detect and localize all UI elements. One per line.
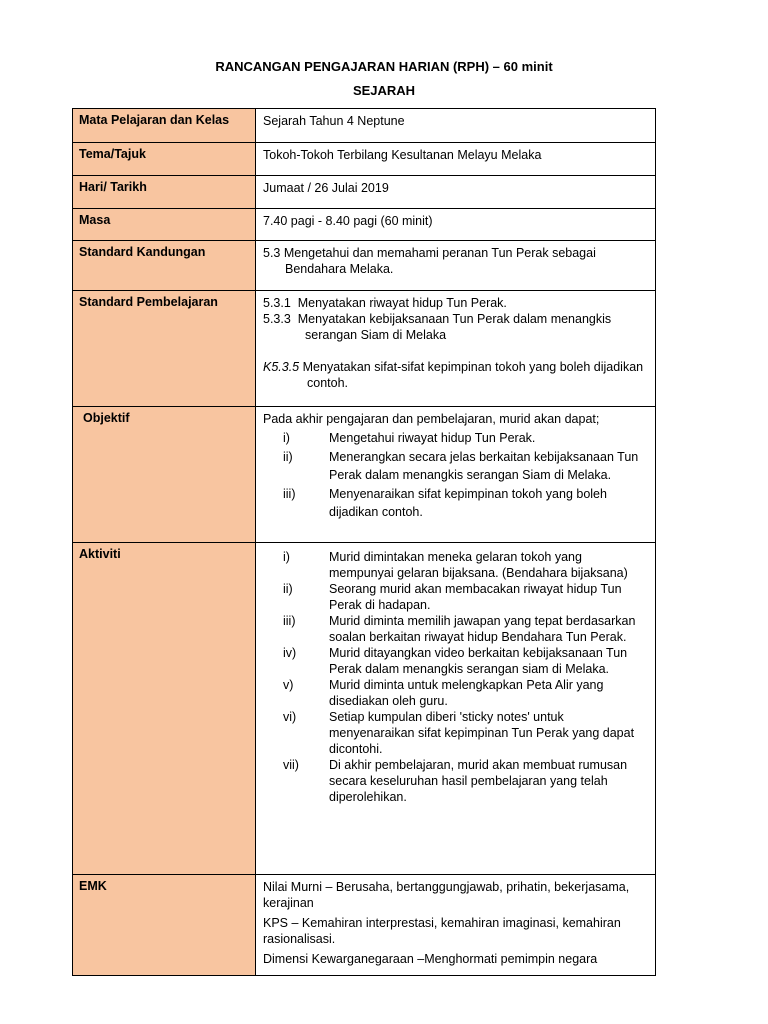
sp-item: [263, 295, 649, 311]
sp-k-text: Menyatakan sifat-sifat kepimpinan tokoh yang boleh dijadikan contoh.: [302, 360, 644, 390]
item-number: ii): [283, 582, 293, 596]
row-label-tema: Tema/Tajuk: [73, 143, 256, 176]
list-item: [263, 485, 649, 522]
list-item: [263, 677, 649, 709]
aktiviti-list: [263, 549, 649, 805]
item-text: Menerangkan secara jelas berkaitan kebijaksanaan Tun Perak dalam menangkis serangan Siam di Melaka.: [329, 449, 639, 482]
list-item: [263, 549, 649, 581]
item-number: i): [283, 550, 290, 564]
table-row: [73, 407, 656, 543]
document-title: RANCANGAN PENGAJARAN HARIAN (RPH) – 60 minit: [215, 59, 553, 74]
item-number: v): [283, 678, 294, 692]
list-item: [263, 448, 649, 485]
item-number: iv): [283, 646, 297, 660]
row-value-standard-pembelajaran: [256, 291, 656, 407]
objektif-intro: Pada akhir pengajaran dan pembelajaran, murid akan dapat;: [263, 412, 600, 426]
item-number: i): [283, 431, 290, 445]
item-text: Setiap kumpulan diberi 'sticky notes' untuk menyenaraikan sifat kepimpinan Tun Perak yang dapat dicontohi.: [329, 710, 635, 756]
item-text: Seorang murid akan membacakan riwayat hidup Tun Perak di hadapan.: [329, 582, 622, 612]
list-item: [263, 429, 649, 448]
item-text: Mengetahui riwayat hidup Tun Perak.: [329, 431, 536, 445]
sp-item-text: Menyatakan kebijaksanaan Tun Perak dalam menangkis serangan Siam di Melaka: [297, 312, 612, 342]
item-text: Murid diminta untuk melengkapkan Peta Alir yang disediakan oleh guru.: [329, 678, 604, 708]
item-number: iii): [283, 486, 296, 501]
item-number: vii): [283, 758, 299, 772]
item-number: ii): [283, 449, 293, 464]
table-row: [73, 875, 656, 976]
row-value-hari: Jumaat / 26 Julai 2019: [256, 176, 656, 209]
sp-item-text: Menyatakan riwayat hidup Tun Perak.: [297, 296, 507, 310]
sp-item-code: 5.3.1: [263, 296, 291, 310]
emk-dimensi: Dimensi Kewarganegaraan –Menghormati pemimpin negara: [263, 952, 598, 966]
standard-kandungan-text: 5.3 Mengetahui dan memahami peranan Tun Perak sebagai Bendahara Melaka.: [263, 246, 596, 276]
sp-item-code: 5.3.3: [263, 312, 291, 326]
objektif-list: [263, 429, 649, 522]
row-value-aktiviti: [256, 543, 656, 875]
item-number: vi): [283, 710, 297, 724]
row-value-standard-kandungan: [256, 241, 656, 291]
table-row: [73, 109, 656, 143]
row-value-masa: 7.40 pagi - 8.40 pagi (60 minit): [256, 209, 656, 241]
row-label-hari: Hari/ Tarikh: [73, 176, 256, 209]
list-item: [263, 757, 649, 805]
document-subject: SEJARAH: [352, 83, 416, 98]
lesson-plan-table: [72, 108, 656, 976]
row-value-mata-pelajaran: Sejarah Tahun 4 Neptune: [256, 109, 656, 143]
row-label-standard-pembelajaran: Standard Pembelajaran: [73, 291, 256, 407]
row-value-objektif: [256, 407, 656, 543]
table-row: [73, 143, 656, 176]
table-row: [73, 209, 656, 241]
emk-nilai-murni: Nilai Murni – Berusaha, bertanggungjawab, prihatin, bekerjasama, kerajinan: [263, 880, 630, 910]
table-row: [73, 291, 656, 407]
item-text: Menyenaraikan sifat kepimpinan tokoh yang boleh dijadikan contoh.: [329, 486, 607, 519]
row-value-emk: [256, 875, 656, 976]
list-item: [263, 581, 649, 613]
table-row: [73, 241, 656, 291]
row-label-masa: Masa: [73, 209, 256, 241]
emk-kps: KPS – Kemahiran interprestasi, kemahiran imaginasi, kemahiran rasionalisasi.: [263, 916, 621, 946]
item-text: Murid ditayangkan video berkaitan kebijaksanaan Tun Perak dalam menangkis serangan siam di Melaka.: [329, 646, 628, 676]
list-item: [263, 709, 649, 757]
item-text: Murid diminta memilih jawapan yang tepat berdasarkan soalan berkaitan riwayat hidup Bendahara Tun Perak.: [329, 614, 636, 644]
list-item: [263, 613, 649, 645]
row-label-standard-kandungan: Standard Kandungan: [73, 241, 256, 291]
table-row: [73, 543, 656, 875]
row-value-tema: Tokoh-Tokoh Terbilang Kesultanan Melayu Melaka: [256, 143, 656, 176]
table-row: [73, 176, 656, 209]
item-text: Murid dimintakan meneka gelaran tokoh yang mempunyai gelaran bijaksana. (Bendahara bijaksana): [329, 550, 628, 580]
row-label-aktiviti: Aktiviti: [73, 543, 256, 875]
row-label-objektif: Objektif: [73, 407, 256, 543]
sp-item: [263, 311, 649, 343]
item-text: Di akhir pembelajaran, murid akan membuat rumusan secara keseluruhan hasil pembelajaran yang telah diperolehikan.: [329, 758, 628, 804]
row-label-mata-pelajaran: Mata Pelajaran dan Kelas: [73, 109, 256, 143]
sp-k-item: [263, 359, 649, 391]
sp-k-code: K5.3.5: [263, 360, 300, 374]
item-number: iii): [283, 614, 296, 628]
row-label-emk: EMK: [73, 875, 256, 976]
list-item: [263, 645, 649, 677]
